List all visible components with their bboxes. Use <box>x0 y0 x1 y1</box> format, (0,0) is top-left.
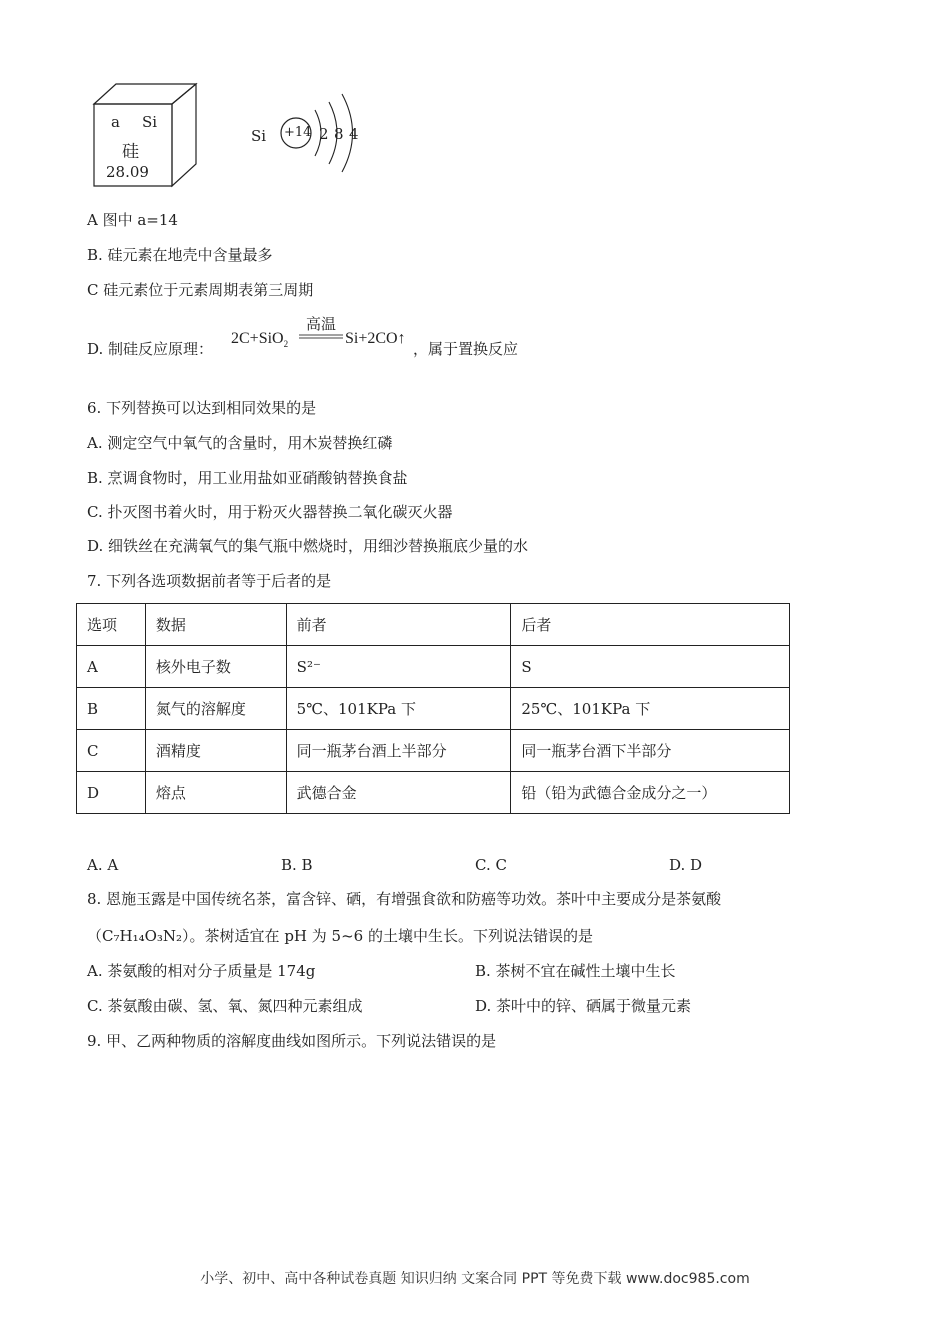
equals-sign <box>299 334 343 340</box>
atom-symbol: Si <box>251 127 267 145</box>
shell-3-count: 4 <box>349 125 359 143</box>
atom-structure-diagram <box>245 88 375 188</box>
equation-left: 2C+SiO <box>231 330 284 347</box>
q6-option-c: C. 扑灭图书着火时，用于粉灭火器替换二氧化碳灭火器 <box>87 503 453 521</box>
table-cell: A <box>77 646 146 688</box>
q5-equation <box>231 330 288 349</box>
equation-subscript: 2 <box>283 339 289 350</box>
q7-choice-d: D. D <box>669 856 703 874</box>
q5-option-c: C 硅元素位于元素周期表第三周期 <box>87 281 314 299</box>
table-cell: 同一瓶茅台酒下半部分 <box>511 730 790 772</box>
table-row <box>77 730 790 772</box>
table-cell: 铅（铅为武德合金成分之一） <box>511 772 790 814</box>
table-cell: 25℃、101KPa 下 <box>511 688 790 730</box>
table-cell: B <box>77 688 146 730</box>
q6-option-a: A. 测定空气中氧气的含量时，用木炭替换红磷 <box>87 434 393 452</box>
q6-option-d: D. 细铁丝在充满氧气的集气瓶中燃烧时，用细沙替换瓶底少量的水 <box>87 537 529 555</box>
table-header-cell: 前者 <box>286 604 511 646</box>
table-cell: 熔点 <box>145 772 286 814</box>
table-header-cell: 数据 <box>145 604 286 646</box>
table-cell: S <box>511 646 790 688</box>
q6-option-b: B. 烹调食物时，用工业用盐如亚硝酸钠替换食盐 <box>87 469 408 487</box>
q7-choice-a: A. A <box>87 856 119 874</box>
table-header-cell: 选项 <box>77 604 146 646</box>
table-cell: 酒精度 <box>145 730 286 772</box>
q7-choice-b: B. B <box>281 856 313 874</box>
page-footer: 小学、初中、高中各种试卷真题 知识归纳 文案合同 PPT 等免费下载 www.doc985.com <box>200 1271 750 1287</box>
equation-right: Si+2CO↑ <box>345 330 406 347</box>
table-cell: D <box>77 772 146 814</box>
q5-option-d-prefix: D. 制硅反应原理： <box>87 340 214 358</box>
element-symbol: Si <box>142 113 158 131</box>
element-name: 硅 <box>122 142 139 162</box>
nucleus-charge: +14 <box>284 125 312 140</box>
table-row <box>77 688 790 730</box>
shell-2-count: 8 <box>334 125 344 143</box>
q5-option-b: B. 硅元素在地壳中含量最多 <box>87 246 273 264</box>
table-header-cell: 后者 <box>511 604 790 646</box>
table-header-row <box>77 604 790 646</box>
q7-table <box>76 603 790 814</box>
q8-formula: （C₇H₁₄O₃N₂） <box>87 927 190 945</box>
q9-stem: 9. 甲、乙两种物质的溶解度曲线如图所示。下列说法错误的是 <box>87 1032 497 1050</box>
q8-option-b: B. 茶树不宜在碱性土壤中生长 <box>475 962 676 980</box>
table-cell: C <box>77 730 146 772</box>
table-cell: 同一瓶茅台酒上半部分 <box>286 730 511 772</box>
table-row <box>77 646 790 688</box>
q8-stem-rest: 。茶树适宜在 pH 为 5~6 的土壤中生长。下列说法错误的是 <box>189 927 593 945</box>
shell-1-count: 2 <box>319 125 329 143</box>
atomic-mass: 28.09 <box>106 163 149 181</box>
table-row <box>77 772 790 814</box>
q8-option-a: A. 茶氨酸的相对分子质量是 174g <box>87 962 316 980</box>
q8-option-d: D. 茶叶中的锌、硒属于微量元素 <box>475 997 692 1015</box>
table-cell: 氮气的溶解度 <box>145 688 286 730</box>
atomic-number-label: a <box>111 113 120 131</box>
q8-option-c: C. 茶氨酸由碳、氢、氧、氮四种元素组成 <box>87 997 363 1015</box>
table-cell: 5℃、101KPa 下 <box>286 688 511 730</box>
element-tile <box>86 82 202 188</box>
q7-choice-c: C. C <box>475 856 507 874</box>
reaction-condition: 高温 <box>305 315 336 333</box>
table-cell: 核外电子数 <box>145 646 286 688</box>
q8-stem-line1: 8. 恩施玉露是中国传统名茶，富含锌、硒，有增强食欲和防癌等功效。茶叶中主要成分是茶氨酸 <box>87 890 722 908</box>
q5-option-a: A 图中 a=14 <box>87 211 178 229</box>
table-cell: 武德合金 <box>286 772 511 814</box>
q8-stem-line2 <box>87 926 593 946</box>
q6-stem: 6. 下列替换可以达到相同效果的是 <box>87 399 317 417</box>
table-cell: S²⁻ <box>286 646 511 688</box>
q7-stem: 7. 下列各选项数据前者等于后者的是 <box>87 572 332 590</box>
q5-option-d-suffix: ，属于置换反应 <box>413 340 519 358</box>
